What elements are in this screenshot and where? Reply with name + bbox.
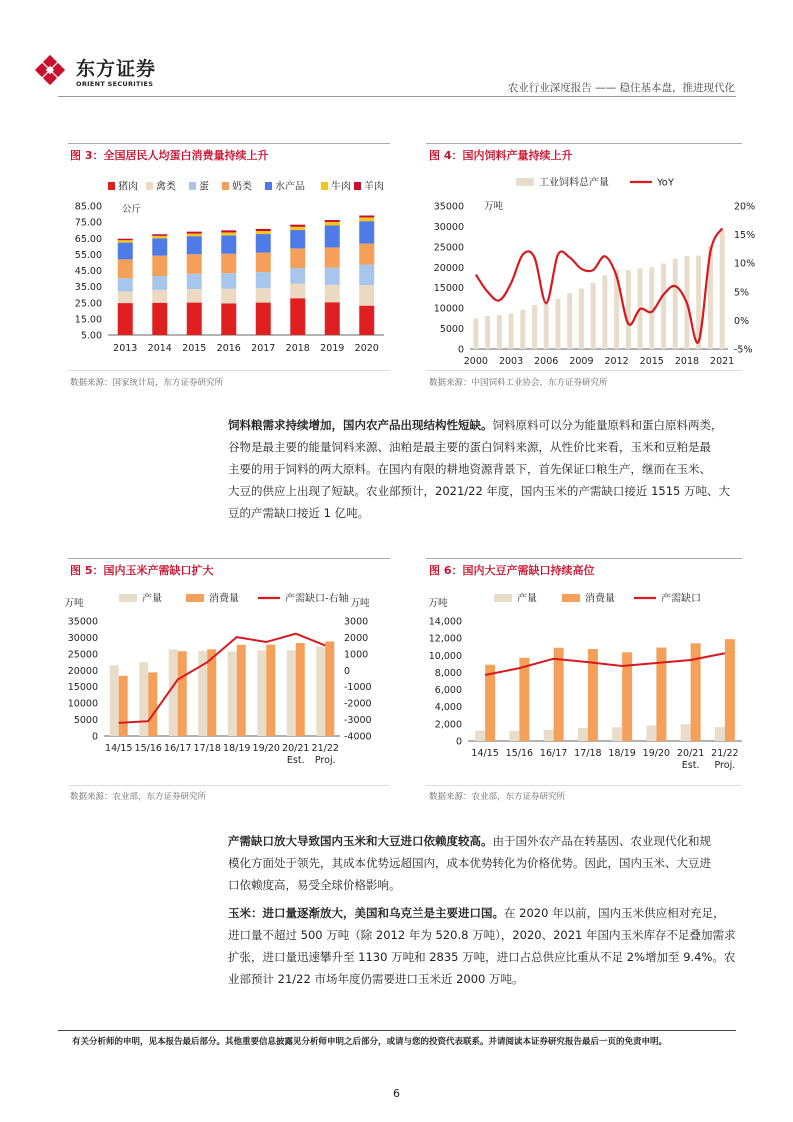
fig6-bottom-rule xyxy=(426,785,742,786)
fig5-bar-1-2 xyxy=(178,651,187,736)
fig4-xtick-1: 2003 xyxy=(498,356,524,367)
fig3-bar-0-5 xyxy=(290,298,305,335)
fig4-ytick-5: 25000 xyxy=(433,242,464,254)
fig5-ytick-2: 10000 xyxy=(67,698,98,710)
paragraph-corn-imports xyxy=(228,902,738,990)
fig3-xtick-7: 2020 xyxy=(354,343,379,354)
fig6-legend-1-swatch xyxy=(562,594,580,602)
fig4-xtick-5: 2015 xyxy=(639,356,664,367)
fig3-legend-3-swatch xyxy=(222,182,229,190)
fig6-xtick-0: 14/15 xyxy=(471,748,499,759)
fig3-bar-3-1 xyxy=(152,256,167,276)
fig5-ytick-4: 20000 xyxy=(67,665,98,677)
fig6-ytick-6: 12,000 xyxy=(428,633,462,645)
fig4-bar-9 xyxy=(579,288,584,349)
fig3-title: 图 3：全国居民人均蛋白消费量持续上升 xyxy=(70,149,269,162)
fig3-bar-5-0 xyxy=(118,240,133,242)
orient-logo-icon xyxy=(34,54,70,90)
fig5-ytick-3: 15000 xyxy=(67,682,98,694)
fig4-y2tick-4: 15% xyxy=(734,230,756,242)
fig4-ytick-7: 35000 xyxy=(433,201,464,213)
fig3-legend-0-label: 猪肉 xyxy=(118,181,138,193)
fig3-bar-4-3 xyxy=(221,235,236,253)
fig3-bar-2-0 xyxy=(118,278,133,291)
company-logo xyxy=(34,54,174,90)
fig6-source: 数据来源：农业部，东方证券研究所 xyxy=(429,792,566,802)
fig3-bar-6-3 xyxy=(221,230,236,232)
fig3-legend-3-label: 奶类 xyxy=(232,181,252,193)
fig3-bar-6-2 xyxy=(187,232,202,234)
fig5-xsub-7: Proj. xyxy=(314,755,336,766)
fig5-y2tick-4: 0 xyxy=(344,665,351,677)
fig4-bar-21 xyxy=(720,229,725,349)
fig6-ytick-4: 8,000 xyxy=(434,667,462,679)
fig4-bar-10 xyxy=(591,283,596,349)
fig4-y2tick-3: 10% xyxy=(734,258,756,270)
fig3-xtick-6: 2019 xyxy=(320,343,345,354)
fig3-top-rule xyxy=(68,143,390,144)
fig4-bar-3 xyxy=(509,314,514,349)
fig3-bar-4-1 xyxy=(152,238,167,255)
fig3-bar-2-7 xyxy=(359,265,374,286)
fig3-legend-1-label: 禽类 xyxy=(156,181,176,193)
fig6-bar-0-5 xyxy=(646,725,656,741)
fig3-bar-6-1 xyxy=(152,234,167,236)
fig6-bar-0-2 xyxy=(544,730,554,741)
fig6-ytick-5: 10,000 xyxy=(428,650,462,662)
fig6-bar-1-1 xyxy=(519,658,529,741)
fig4-top-rule xyxy=(426,143,742,144)
fig6-xtick-1: 15/16 xyxy=(505,748,534,759)
fig3-ytick-3: 35.00 xyxy=(74,282,102,294)
fig3-bar-2-5 xyxy=(290,268,305,284)
fig6-xtick-2: 16/17 xyxy=(539,748,568,759)
fig6-ytick-1: 2,000 xyxy=(434,719,462,731)
fig4-xtick-3: 2009 xyxy=(569,356,594,367)
para1-line4: 大豆的供应上出现了短缺。农业部预计，2021/22 年度，国内玉米的产需缺口接近 1515 万吨、大 xyxy=(228,484,731,498)
fig4-bar-8 xyxy=(567,293,572,349)
fig3-bar-5-6 xyxy=(325,222,340,226)
fig4-bar-0 xyxy=(473,319,478,349)
fig3-bar-3-7 xyxy=(359,244,374,265)
fig5-xtick-6: 20/21 xyxy=(282,743,310,754)
fig4-xtick-6: 2018 xyxy=(674,356,700,367)
fig3-bar-4-6 xyxy=(325,226,340,248)
para1-lead: 饲料粮需求持续增加，国内农产品出现结构性短缺。 xyxy=(228,418,493,432)
fig3-bar-1-7 xyxy=(359,285,374,305)
fig3-ytick-1: 15.00 xyxy=(74,314,102,326)
fig3-bar-5-5 xyxy=(290,227,305,230)
fig3-bar-3-4 xyxy=(256,253,271,273)
fig6-xtick-7: 21/22 xyxy=(711,748,739,759)
para2-line1: 由于国外农产品在转基因、农业现代化和规 xyxy=(492,834,711,848)
fig6-ytick-3: 6,000 xyxy=(434,685,462,697)
fig4-ytick-1: 5000 xyxy=(439,324,464,336)
fig5-y2tick-1: -3000 xyxy=(344,715,372,727)
fig3-bar-6-5 xyxy=(290,225,305,227)
fig6-xtick-6: 20/21 xyxy=(676,748,705,759)
fig3-ytick-6: 65.00 xyxy=(74,233,102,245)
fig3-bar-4-0 xyxy=(118,243,133,260)
fig6-xtick-5: 19/20 xyxy=(642,748,671,759)
fig3-bar-5-2 xyxy=(187,234,202,237)
fig3-bar-2-1 xyxy=(152,276,167,290)
fig4-bar-17 xyxy=(673,258,678,349)
fig5-bottom-rule xyxy=(68,785,390,786)
fig5-bar-0-7 xyxy=(316,646,325,736)
fig3-bar-4-5 xyxy=(290,230,305,248)
fig4-y2tick-5: 20% xyxy=(734,201,756,213)
fig3-legend-5-label: 牛肉 xyxy=(331,181,351,193)
fig5-y2tick-6: 2000 xyxy=(344,632,369,644)
fig5-legend-0-label: 产量 xyxy=(142,593,162,605)
fig5-bar-0-0 xyxy=(110,665,119,736)
fig5-bar-1-7 xyxy=(325,641,334,736)
fig3-bar-3-5 xyxy=(290,248,305,268)
fig5-bar-0-6 xyxy=(287,650,296,736)
fig3-ylabel: 公斤 xyxy=(122,204,142,215)
para3-line2: 进口量不超过 500 万吨（除 2012 年为 520.8 万吨），2020、2021 年国内玉米库存不足叠加需求 xyxy=(228,928,736,942)
fig3-source: 数据来源：国家统计局，东方证券研究所 xyxy=(70,378,224,388)
fig3-bar-3-6 xyxy=(325,247,340,267)
fig4-legend-0-swatch xyxy=(516,178,534,186)
fig3-bar-0-1 xyxy=(152,303,167,335)
para1-line3: 主要的用于饲料的两大原料。在国内有限的耕地资源背景下，首先保证口粮生产，继而在玉米、 xyxy=(228,462,711,476)
fig3-bar-6-0 xyxy=(118,239,133,240)
fig3-legend-4-label: 水产品 xyxy=(275,181,305,193)
fig6-bar-0-0 xyxy=(475,731,485,741)
fig6-xsub-6: Est. xyxy=(681,760,700,771)
fig4-y2tick-2: 5% xyxy=(734,287,750,299)
fig5-y2tick-3: -1000 xyxy=(344,682,372,694)
fig3-bar-6-7 xyxy=(359,216,374,218)
header-rule xyxy=(58,96,736,97)
fig4-ytick-2: 10000 xyxy=(433,303,464,315)
fig3-bar-3-0 xyxy=(118,259,133,278)
fig4-ytick-4: 20000 xyxy=(433,262,464,274)
fig4-chart xyxy=(420,166,756,371)
fig5-y2tick-7: 3000 xyxy=(344,616,369,628)
fig4-ytick-0: 0 xyxy=(457,344,464,356)
para2-lead: 产需缺口放大导致国内玉米和大豆进口依赖度较高。 xyxy=(228,834,493,848)
fig3-xtick-2: 2015 xyxy=(182,343,207,354)
fig5-y2tick-2: -2000 xyxy=(344,698,372,710)
fig3-ytick-2: 25.00 xyxy=(74,298,102,310)
fig5-legend-1-swatch xyxy=(186,594,204,602)
fig3-bar-2-4 xyxy=(256,272,271,288)
fig3-ytick-8: 85.00 xyxy=(74,201,102,213)
fig6-top-rule xyxy=(426,558,742,559)
fig3-ytick-7: 75.00 xyxy=(74,217,102,229)
fig5-xtick-5: 19/20 xyxy=(252,743,280,754)
fig3-xtick-0: 2013 xyxy=(113,343,138,354)
report-title: 农业行业深度报告 —— 稳住基本盘，推进现代化 xyxy=(507,82,735,94)
fig4-source: 数据来源：中国饲料工业协会，东方证券研究所 xyxy=(429,378,608,388)
fig5-ytick-6: 30000 xyxy=(67,632,98,644)
fig6-ylabel: 万吨 xyxy=(428,598,448,609)
fig6-ytick-0: 0 xyxy=(455,736,462,748)
fig3-bar-0-4 xyxy=(256,303,271,335)
fig3-bar-3-2 xyxy=(187,254,202,274)
fig6-bar-1-7 xyxy=(725,639,735,741)
fig3-bar-5-4 xyxy=(256,231,271,234)
fig4-ytick-3: 15000 xyxy=(433,283,464,295)
fig6-legend-0-swatch xyxy=(494,594,512,602)
fig3-legend-6-label: 羊肉 xyxy=(364,181,384,193)
fig4-legend-1-label: YoY xyxy=(657,177,675,189)
fig5-xtick-2: 16/17 xyxy=(164,743,192,754)
fig4-bar-4 xyxy=(520,310,525,349)
fig6-legend-1-label: 消费量 xyxy=(585,593,615,605)
fig3-bar-1-6 xyxy=(325,285,340,302)
footer-rule xyxy=(58,1030,736,1031)
fig4-bar-15 xyxy=(649,267,654,349)
fig3-bar-6-4 xyxy=(256,229,271,231)
fig4-xtick-7: 2021 xyxy=(710,356,735,367)
fig4-title: 图 4：国内饲料产量持续上升 xyxy=(429,149,573,162)
fig6-xsub-7: Proj. xyxy=(714,760,736,771)
fig4-bar-11 xyxy=(602,275,607,349)
fig5-top-rule xyxy=(68,558,390,559)
fig5-ytick-1: 5000 xyxy=(73,715,98,727)
para1-line2: 谷物是最主要的能量饲料来源、油粕是最主要的蛋白饲料来源，从性价比来看，玉米和豆粕是最 xyxy=(228,440,711,454)
fig3-legend-4-swatch xyxy=(265,182,272,190)
fig5-xtick-4: 18/19 xyxy=(223,743,251,754)
fig4-y2tick-0: -5% xyxy=(734,344,753,356)
fig5-chart xyxy=(64,584,394,784)
fig4-ytick-6: 30000 xyxy=(433,221,464,233)
company-name-en: ORIENT SECURITIES xyxy=(76,80,154,88)
fig3-bar-1-5 xyxy=(290,284,305,299)
fig4-bar-1 xyxy=(485,316,490,349)
fig3-bar-0-3 xyxy=(221,303,236,335)
fig5-bar-0-4 xyxy=(228,651,237,736)
fig4-bar-5 xyxy=(532,305,537,349)
fig6-legend-2-label: 产需缺口 xyxy=(661,593,701,605)
fig3-bar-2-2 xyxy=(187,274,202,289)
fig4-xtick-4: 2012 xyxy=(604,356,629,367)
para3-line1: 在 2020 年以前，国内玉米供应相对充足， xyxy=(504,906,725,920)
fig3-bar-6-6 xyxy=(325,220,340,222)
fig4-bar-2 xyxy=(497,315,502,349)
fig4-xtick-2: 2006 xyxy=(534,356,559,367)
fig5-bar-1-6 xyxy=(296,643,305,736)
fig4-ylabel: 万吨 xyxy=(484,201,504,212)
fig3-bar-5-3 xyxy=(221,232,236,235)
fig6-bar-0-3 xyxy=(578,728,588,741)
fig6-bar-1-0 xyxy=(485,665,495,741)
fig5-y2tick-0: -4000 xyxy=(344,731,372,743)
fig6-bar-0-6 xyxy=(681,724,691,741)
fig5-source: 数据来源：农业部，东方证券研究所 xyxy=(70,792,207,802)
para2-line3: 口依赖度高，易受全球价格影响。 xyxy=(228,878,401,892)
fig3-bar-2-6 xyxy=(325,268,340,285)
fig3-bar-2-3 xyxy=(221,273,236,289)
fig4-y2tick-1: 0% xyxy=(734,315,750,327)
fig3-legend-6-swatch xyxy=(354,182,361,190)
fig3-bar-1-3 xyxy=(221,289,236,304)
fig3-xtick-5: 2018 xyxy=(285,343,310,354)
fig5-ytick-7: 35000 xyxy=(67,616,98,628)
fig4-bar-6 xyxy=(544,304,549,349)
fig3-legend-2-label: 蛋 xyxy=(199,181,209,193)
fig3-bar-0-2 xyxy=(187,303,202,335)
fig5-bar-0-1 xyxy=(139,662,148,736)
fig5-legend-1-label: 消费量 xyxy=(209,593,239,605)
fig5-ytick-5: 25000 xyxy=(67,649,98,661)
fig6-bar-0-7 xyxy=(715,727,725,741)
fig5-bar-1-0 xyxy=(119,676,128,736)
para1-line5: 豆的产需缺口接近 1 亿吨。 xyxy=(228,506,370,520)
fig3-ytick-5: 55.00 xyxy=(74,249,102,261)
fig3-bar-1-1 xyxy=(152,290,167,303)
fig3-bar-0-7 xyxy=(359,306,374,335)
fig3-bar-5-7 xyxy=(359,217,374,221)
fig5-legend-2-label: 产需缺口-右轴 xyxy=(285,593,349,605)
fig3-chart xyxy=(64,165,394,365)
fig3-bottom-rule xyxy=(68,370,390,371)
fig6-bar-0-1 xyxy=(509,731,519,741)
fig5-bar-1-1 xyxy=(148,672,157,736)
fig6-title: 图 6：国内大豆产需缺口持续高位 xyxy=(429,564,595,577)
fig6-legend-0-label: 产量 xyxy=(517,593,537,605)
fig5-y2label: 万吨 xyxy=(350,598,370,609)
fig4-xtick-0: 2000 xyxy=(463,356,488,367)
fig3-ytick-0: 5.00 xyxy=(80,330,102,342)
paragraph-import-dependency xyxy=(228,830,738,896)
fig3-ytick-4: 45.00 xyxy=(74,266,102,277)
fig5-xsub-6: Est. xyxy=(286,755,305,766)
fig3-bar-0-0 xyxy=(118,303,133,335)
fig3-bar-3-3 xyxy=(221,254,236,273)
fig5-xtick-0: 14/15 xyxy=(105,743,133,754)
fig5-bar-1-5 xyxy=(266,645,275,736)
para3-lead: 玉米：进口量逐渐放大，美国和乌克兰是主要进口国。 xyxy=(228,906,504,920)
fig5-title: 图 5：国内玉米产需缺口扩大 xyxy=(70,564,214,577)
fig5-bar-0-2 xyxy=(169,649,178,736)
para3-line4: 业部预计 21/22 市场年度仍需要进口玉米近 2000 万吨。 xyxy=(228,972,524,986)
fig6-chart xyxy=(420,584,750,784)
fig6-ytick-7: 14,000 xyxy=(428,616,462,628)
fig5-xtick-7: 21/22 xyxy=(311,743,339,754)
fig3-bar-1-2 xyxy=(187,289,202,303)
para2-line2: 模化方面处于领先，其成本优势远超国内，成本优势转化为价格优势。因此，国内玉米、大豆进 xyxy=(228,856,711,870)
fig6-xtick-3: 17/18 xyxy=(574,748,602,759)
fig3-xtick-3: 2016 xyxy=(216,343,241,354)
fig3-xtick-4: 2017 xyxy=(251,343,276,354)
fig6-bar-1-2 xyxy=(554,648,564,741)
fig3-bar-1-4 xyxy=(256,288,271,302)
fig6-xtick-4: 18/19 xyxy=(608,748,636,759)
fig5-y2tick-5: 1000 xyxy=(344,649,369,661)
paragraph-feed-demand xyxy=(228,414,738,524)
fig3-legend-1-swatch xyxy=(146,182,153,190)
fig3-xtick-1: 2014 xyxy=(147,343,172,354)
company-name-cn: 东方证券 xyxy=(76,58,157,80)
fig6-bar-0-4 xyxy=(612,727,622,741)
fig3-bar-1-0 xyxy=(118,291,133,303)
page-number: 6 xyxy=(393,1087,400,1100)
fig3-legend-5-swatch xyxy=(321,182,328,190)
fig6-ytick-2: 4,000 xyxy=(434,702,462,714)
fig5-xtick-3: 17/18 xyxy=(193,743,221,754)
fig4-bar-13 xyxy=(626,270,631,349)
para1-line1: 饲料原料可以分为能量原料和蛋白原料两类， xyxy=(492,418,723,432)
fig3-legend-2-swatch xyxy=(189,182,196,190)
fig5-bar-0-5 xyxy=(257,650,266,736)
fig5-xtick-1: 15/16 xyxy=(134,743,162,754)
fig5-legend-0-swatch xyxy=(119,594,137,602)
disclaimer: 有关分析师的申明，见本报告最后部分。其他重要信息披露见分析师申明之后部分，或请与您的投资代表联系。并请阅读本证券研究报告最后一页的免责申明。 xyxy=(72,1037,668,1047)
fig3-bar-0-6 xyxy=(325,302,340,335)
fig3-bar-4-4 xyxy=(256,234,271,253)
fig3-bar-4-7 xyxy=(359,221,374,243)
fig4-bottom-rule xyxy=(426,370,742,371)
para3-line3: 扩张，进口量迅速攀升至 1130 万吨和 2835 万吨，进口占总供应比重从不足 2%增加至 9.4%。农 xyxy=(228,950,736,964)
fig3-bar-4-2 xyxy=(187,236,202,254)
fig5-bar-1-4 xyxy=(237,645,246,736)
fig5-ylabel: 万吨 xyxy=(64,598,84,609)
fig4-bar-7 xyxy=(555,299,560,349)
fig3-legend-0-swatch xyxy=(108,182,115,190)
fig5-ytick-0: 0 xyxy=(91,731,98,743)
fig3-bar-5-1 xyxy=(152,236,167,238)
fig4-bar-16 xyxy=(661,264,666,349)
fig4-legend-0-label: 工业饲料总产量 xyxy=(539,177,609,189)
